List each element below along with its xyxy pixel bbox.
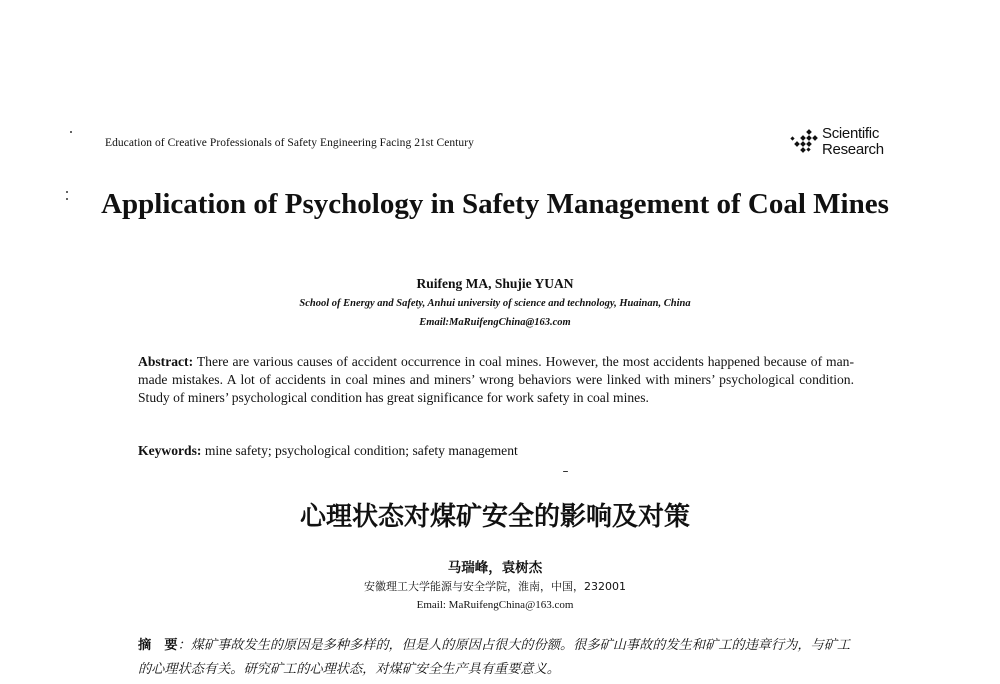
chinese-abstract-text: ：煤矿事故发生的原因是多种多样的，但是人的原因占很大的份额。很多矿山事故的发生和矿工的违章行为，与矿工的心理状态有关。研究矿工的心理状态，对煤矿安全生产具有重要意义。 <box>138 638 851 677</box>
scan-speck <box>563 471 568 472</box>
publisher-logo <box>790 125 890 161</box>
english-affiliation: School of Energy and Safety, Anhui university of science and technology, Huainan, China <box>299 298 691 309</box>
chinese-abstract <box>138 634 854 682</box>
abstract-text: There are various causes of accident occurrence in coal mines. However, the most accidents happened because of man-made mistakes. A lot of accidents in coal mines and miners’ wrong behaviors were linked with miners’ psychological condition. Study of miners’ psychological condition has great significance for work safety in coal mines. <box>138 354 854 405</box>
logo-line-2: Research <box>822 141 884 158</box>
english-title: Application of Psychology in Safety Management of Coal Mines <box>101 188 889 220</box>
logo-text <box>822 126 884 158</box>
scan-speck <box>66 198 68 200</box>
chinese-authors: 马瑞峰，袁树杰 <box>447 560 543 576</box>
keywords-label: Keywords: <box>138 443 202 458</box>
chinese-title: 心理状态对煤矿安全的影响及对策 <box>299 502 690 532</box>
english-keywords <box>138 442 854 460</box>
diamond-dots-logo-icon <box>790 128 820 156</box>
logo-line-1: Scientific <box>822 125 880 142</box>
chinese-affiliation: 安徽理工大学能源与安全学院，淮南，中国，232001 <box>364 580 626 593</box>
chinese-email: Email: MaRuifengChina@163.com <box>416 599 574 611</box>
scan-speck <box>70 131 72 133</box>
english-abstract <box>138 353 854 407</box>
keywords-text: mine safety; psychological condition; safety management <box>201 443 518 458</box>
english-authors: Ruifeng MA, Shujie YUAN <box>416 276 574 291</box>
running-head: Education of Creative Professionals of Safety Engineering Facing 21st Century <box>105 137 474 149</box>
english-email: Email:MaRuifengChina@163.com <box>419 317 571 328</box>
chinese-abstract-label: 摘 要 <box>138 638 178 653</box>
abstract-label: Abstract: <box>138 354 194 369</box>
scan-speck <box>66 191 68 193</box>
